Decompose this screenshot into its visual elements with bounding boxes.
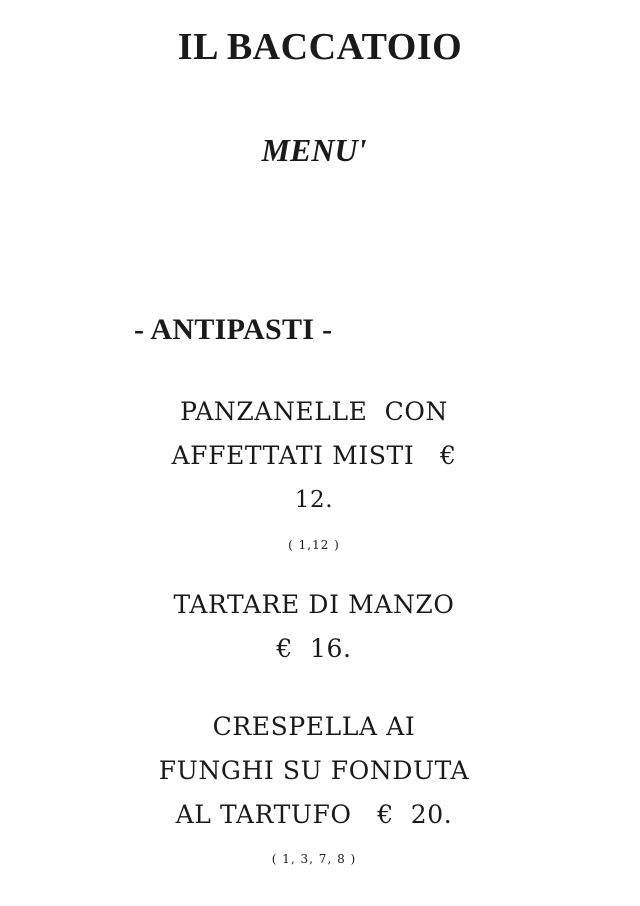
allergens-crespella: ( 1, 3, 7, 8 ) [271,852,357,866]
dish-line: CRESPELLA AI [212,712,416,741]
dish-tartare [0,583,628,671]
menu-title: MENU' [261,132,367,168]
dish-line: AFFETTATI MISTI € [171,441,457,470]
dish-price: 12. [294,487,334,513]
dish-crespella [0,705,628,837]
dish-line: TARTARE DI MANZO [173,590,455,619]
allergens-panzanelle: ( 1,12 ) [288,538,340,552]
dish-line: FUNGHI SU FONDUTA [158,756,470,785]
section-title-antipasti: - ANTIPASTI - [134,313,333,346]
restaurant-name: IL BACCATOIO [177,26,463,68]
dish-price: € 16. [276,634,352,663]
dish-line: PANZANELLE CON [180,397,448,426]
dish-panzanelle [0,390,628,522]
dish-line: AL TARTUFO € 20. [175,800,453,829]
